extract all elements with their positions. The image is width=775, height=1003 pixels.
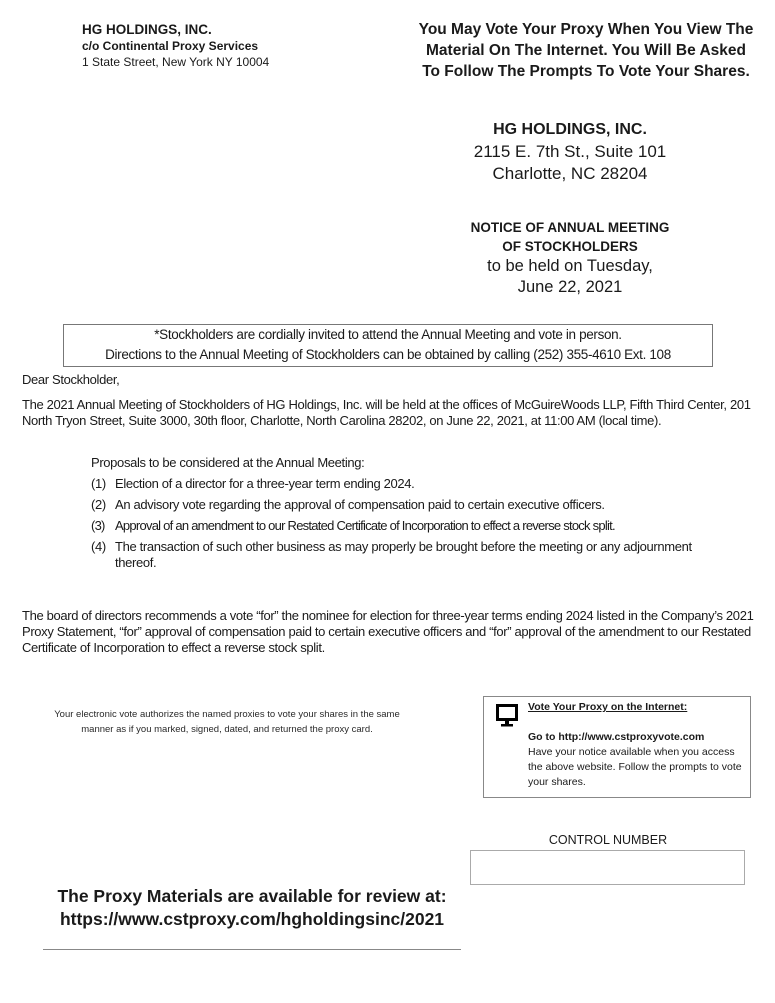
company-address-block bbox=[440, 119, 700, 185]
control-number-label: CONTROL NUMBER bbox=[548, 833, 668, 847]
notice-date-line1: to be held on Tuesday, bbox=[487, 257, 653, 275]
notice-title-line1: NOTICE OF ANNUAL MEETING bbox=[470, 220, 670, 235]
sender-name: HG HOLDINGS, INC. bbox=[82, 22, 212, 37]
invitation-box bbox=[63, 324, 713, 367]
vote-banner-line: Material On The Internet. You Will Be Asked bbox=[426, 42, 746, 59]
meeting-notice-title bbox=[430, 218, 710, 298]
proposal-number: (4) bbox=[91, 539, 106, 554]
salutation: Dear Stockholder, bbox=[22, 372, 120, 387]
invitation-line1: *Stockholders are cordially invited to attend the Annual Meeting and vote in person. bbox=[154, 327, 622, 342]
electronic-vote-disclaimer bbox=[22, 707, 432, 737]
vote-banner-line: To Follow The Prompts To Vote Your Shares. bbox=[422, 63, 750, 80]
proposal-number: (2) bbox=[91, 497, 106, 512]
sender-address-block bbox=[82, 22, 269, 70]
proposal-item bbox=[91, 539, 731, 571]
proposal-number: (1) bbox=[91, 476, 106, 491]
proposal-text: Approval of an amendment to our Restated Certificate of Incorporation to effect a reverse stock split. bbox=[115, 518, 615, 533]
directions-line: Directions to the Annual Meeting of Stockholders can be obtained by calling (252) 355-4610 Ext. 108 bbox=[105, 347, 671, 362]
board-recommendation-paragraph: The board of directors recommends a vote “for” the nominee for election for three-year terms ending 2024 listed in the Company’s 2021 Proxy Statement, “for” approval of compensation paid to certain executive officers and “for” approval of the amendment to our Restated Certificate of Incorporation to effect a reverse stock split. bbox=[22, 608, 754, 655]
proposal-text: The transaction of such other business as may properly be brought before the meeting or any adjournment thereof. bbox=[115, 539, 692, 570]
monitor-icon bbox=[496, 704, 518, 727]
company-address-line2: Charlotte, NC 28204 bbox=[492, 164, 648, 183]
proposals-heading: Proposals to be considered at the Annual Meeting: bbox=[91, 455, 365, 470]
internet-vote-content bbox=[528, 700, 748, 790]
notice-date-line2: June 22, 2021 bbox=[517, 278, 623, 296]
proposals-list bbox=[91, 455, 731, 576]
internet-vote-heading: Vote Your Proxy on the Internet: bbox=[528, 701, 688, 713]
proposal-item bbox=[91, 476, 731, 492]
meeting-intro-paragraph: The 2021 Annual Meeting of Stockholders of HG Holdings, Inc. will be held at the offices of McGuireWoods LLP, Fifth Third Center, 201 North Tryon Street, Suite 3000, 30th floor, Charlotte, North Carolina 28202, on June 22, 2021, at 11:00 AM (local time). bbox=[22, 397, 751, 428]
company-address-line1: 2115 E. 7th St., Suite 101 bbox=[473, 142, 667, 161]
internet-vote-box bbox=[483, 696, 751, 798]
sender-care-of: c/o Continental Proxy Services bbox=[82, 39, 259, 53]
proposal-number: (3) bbox=[91, 518, 105, 533]
proposal-item bbox=[91, 497, 731, 513]
internet-vote-instructions: Have your notice available when you access the above website. Follow the prompts to vote your shares. bbox=[528, 746, 742, 788]
company-name: HG HOLDINGS, INC. bbox=[493, 121, 647, 138]
electronic-vote-line2: manner as if you marked, signed, dated, and returned the proxy card. bbox=[81, 724, 373, 735]
proxy-materials-url[interactable]: https://www.cstproxy.com/hgholdingsinc/2021 bbox=[59, 909, 445, 929]
vote-banner-line: You May Vote Your Proxy When You View The bbox=[418, 21, 754, 38]
proposal-text: Election of a director for a three-year term ending 2024. bbox=[115, 476, 415, 491]
proxy-materials-notice bbox=[40, 885, 464, 931]
proposal-item bbox=[91, 518, 731, 534]
notice-title-line2: OF STOCKHOLDERS bbox=[502, 239, 638, 254]
vote-banner bbox=[405, 19, 767, 82]
electronic-vote-line1: Your electronic vote authorizes the named proxies to vote your shares in the same bbox=[54, 709, 400, 720]
proposal-text: An advisory vote regarding the approval of compensation paid to certain executive officers. bbox=[115, 497, 605, 512]
vote-website-link[interactable]: Go to http://www.cstproxyvote.com bbox=[528, 731, 705, 743]
control-number-field[interactable] bbox=[470, 850, 745, 885]
proxy-materials-text: The Proxy Materials are available for review at: bbox=[57, 886, 447, 906]
sender-address: 1 State Street, New York NY 10004 bbox=[82, 55, 270, 69]
divider-line bbox=[43, 949, 461, 950]
